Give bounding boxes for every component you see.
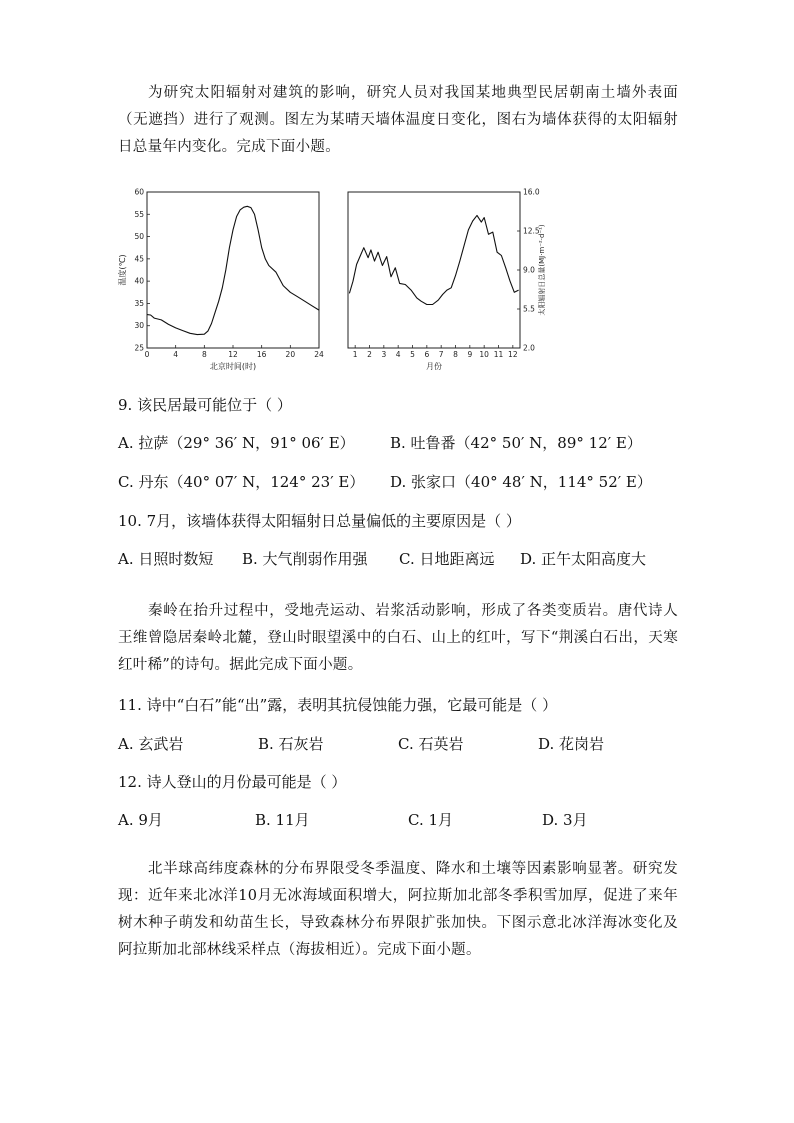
chart2-ytick-label: 2.0 — [523, 343, 535, 353]
chart1-xtick-label: 16 — [256, 350, 267, 359]
chart2-ytick-label: 16.0 — [523, 187, 540, 197]
q11-option-a: A. 玄武岩 — [118, 735, 184, 753]
chart2-series-line — [349, 215, 518, 304]
chart1-ytick-label: 40 — [134, 276, 144, 286]
chart1-ytick-label: 55 — [134, 209, 144, 219]
chart2-xtick-label: 6 — [424, 350, 430, 359]
q12-option-c: C. 1月 — [408, 811, 454, 829]
chart1-xtick-label: 0 — [144, 350, 150, 359]
passage-arctic-forest: 北半球高纬度森林的分布界限受冬季温度、降水和土壤等因素影响显著。研究发现：近年来北冰洋10月无冰海域面积增大，阿拉斯加北部冬季积雪加厚，促进了来年树木种子萌发和幼苗生长，导致森林分布界限扩张加快。下图示意北冰洋海冰变化及阿拉斯加北部林线采样点（海拔相近）。完成下面小题。 — [118, 861, 678, 958]
chart1-ytick-label: 25 — [134, 343, 144, 353]
q10-option-c: C. 日地距离远 — [399, 550, 495, 568]
chart1-xtick-label: 24 — [314, 350, 324, 359]
chart2-xtick-label: 2 — [367, 350, 372, 359]
chart2-xtick-label: 11 — [493, 350, 504, 359]
q9-option-a: A. 拉萨（29° 36′ N，91° 06′ E） — [118, 434, 355, 452]
chart1-ytick-label: 35 — [134, 298, 144, 308]
q9-option-d: D. 张家口（40° 48′ N，114° 52′ E） — [390, 473, 652, 491]
chart2-xtick-label: 5 — [410, 350, 415, 359]
q12-option-d: D. 3月 — [542, 811, 588, 829]
q11-option-c: C. 石英岩 — [398, 735, 464, 753]
chart1-ytick-label: 45 — [134, 254, 144, 264]
chart2-xtick-label: 1 — [352, 350, 358, 359]
q9-option-b: B. 吐鲁番（42° 50′ N，89° 12′ E） — [390, 434, 642, 452]
chart1-xtick-label: 12 — [228, 350, 238, 359]
chart2-xtick-label: 10 — [479, 350, 489, 359]
q12-option-a: A. 9月 — [118, 811, 163, 829]
chart1-series-line — [147, 206, 319, 334]
chart2-xlabel: 月份 — [426, 362, 442, 371]
chart1-xtick-label: 8 — [201, 350, 207, 359]
chart2-ytick-label: 5.5 — [523, 304, 535, 314]
question-9-stem: 9. 该民居最可能位于（ ） — [118, 396, 292, 414]
chart2-ytick-label: 9.0 — [523, 265, 535, 275]
q10-option-d: D. 正午太阳高度大 — [520, 550, 647, 568]
q10-option-b: B. 大气削弱作用强 — [242, 550, 368, 568]
question-10-stem: 10. 7月，该墙体获得太阳辐射日总量偏低的主要原因是（ ） — [118, 512, 521, 530]
q10-option-a: A. 日照时数短 — [118, 550, 214, 568]
chart2-xtick-label: 4 — [395, 350, 401, 359]
q9-option-c: C. 丹东（40° 07′ N，124° 23′ E） — [118, 473, 365, 491]
chart2-xtick-label: 7 — [438, 350, 444, 359]
chart2-xtick-label: 8 — [453, 350, 458, 359]
passage-qinling: 秦岭在抬升过程中，受地壳运动、岩浆活动影响，形成了各类变质岩。唐代诗人王维曾隐居秦岭北麓，登山时眼望溪中的白石、山上的红叶，写下“荆溪白石出，天寒红叶稀”的诗句。据此完成下面小题。 — [118, 603, 678, 673]
q12-option-b: B. 11月 — [255, 811, 310, 829]
chart2-xtick-label: 12 — [508, 350, 518, 359]
chart1-ytick-label: 60 — [134, 187, 144, 197]
q11-option-d: D. 花岗岩 — [538, 735, 605, 753]
q11-option-b: B. 石灰岩 — [258, 735, 324, 753]
chart2-ytick-label: 12.5 — [523, 226, 540, 236]
chart2-frame — [348, 192, 520, 348]
temperature-and-radiation-charts — [105, 180, 545, 375]
chart1-xlabel: 北京时间(时) — [209, 362, 257, 371]
chart1-xtick-label: 4 — [173, 350, 179, 359]
chart2-ylabel: 太阳辐射日总量(MJ·m⁻²·d⁻¹) — [538, 224, 546, 316]
chart2-xtick-label: 9 — [467, 350, 473, 359]
chart1-ytick-label: 50 — [134, 232, 144, 242]
chart1-xtick-label: 20 — [285, 350, 296, 359]
chart2-xtick-label: 3 — [381, 350, 387, 359]
question-11-stem: 11. 诗中“白石”能“出”露，表明其抗侵蚀能力强，它最可能是（ ） — [118, 696, 558, 714]
passage-solar-radiation: 为研究太阳辐射对建筑的影响，研究人员对我国某地典型民居朝南土墙外表面（无遮挡）进行了观测。图左为某晴天墙体温度日变化，图右为墙体获得的太阳辐射日总量年内变化。完成下面小题。 — [118, 85, 678, 155]
question-12-stem: 12. 诗人登山的月份最可能是（ ） — [118, 773, 347, 791]
chart1-ylabel: 温度(℃) — [118, 254, 127, 286]
chart1-ytick-label: 30 — [134, 321, 144, 331]
chart1-frame — [147, 192, 319, 348]
